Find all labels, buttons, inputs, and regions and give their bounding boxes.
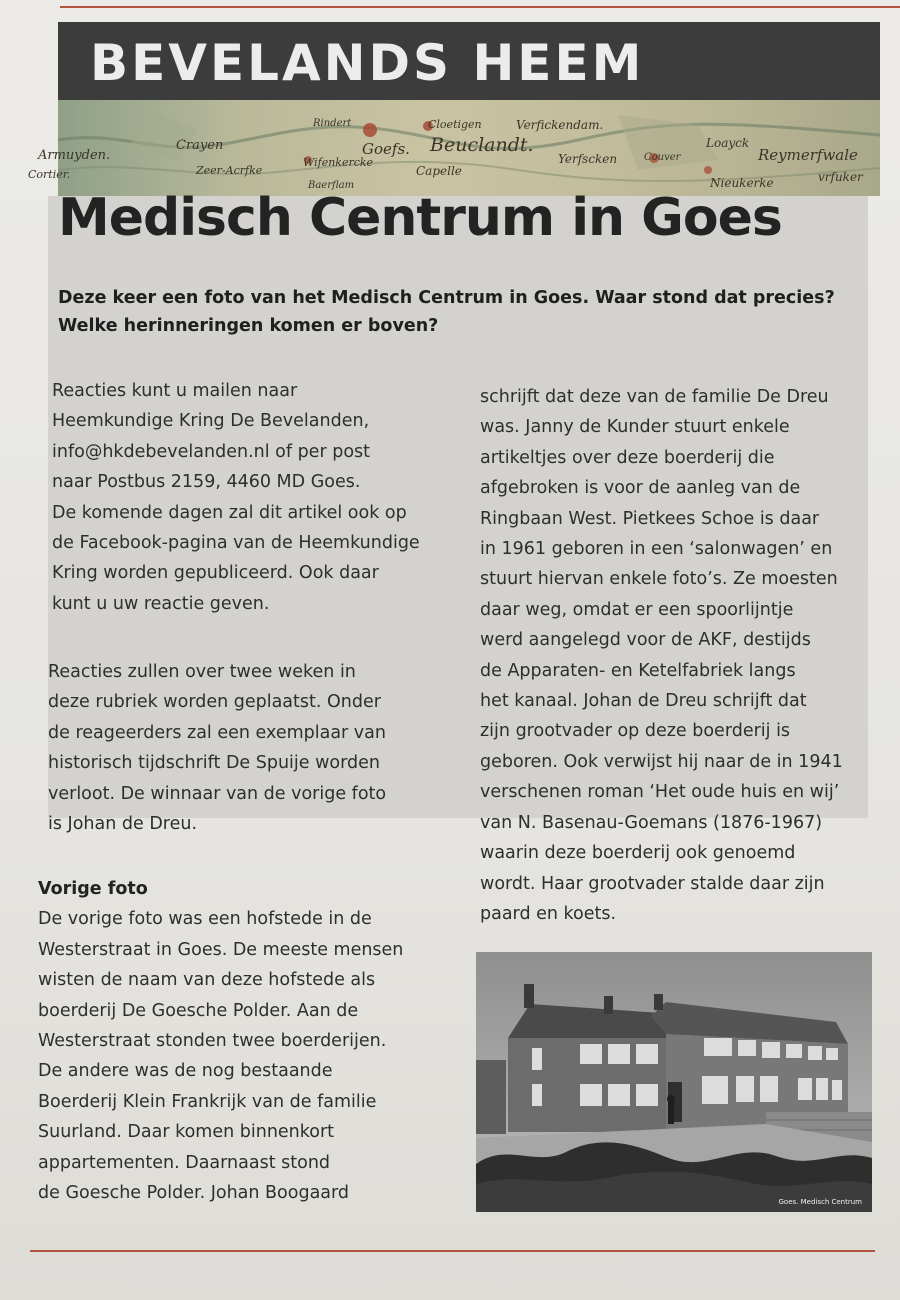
text-line: Heemkundige Kring De Bevelanden,	[52, 411, 370, 432]
text-line: de Facebook-pagina van de Heemkundige	[52, 533, 420, 554]
article-headline: Medisch Centrum in Goes	[58, 188, 782, 248]
right-column	[480, 382, 870, 929]
text-line: Reacties zullen over twee weken in	[48, 662, 356, 682]
map-label: Cortier.	[28, 168, 71, 181]
map-label: Beuclandt.	[430, 134, 534, 156]
map-label: vrfuker	[818, 170, 863, 184]
map-label: Verfickendam.	[516, 118, 604, 132]
text-line: paard en koets.	[480, 903, 617, 924]
medical-centre-building-image	[476, 952, 872, 1212]
map-label: Zeer-Acrfke	[196, 164, 263, 177]
section-subheading: Vorige foto	[38, 879, 148, 899]
text-line: was. Janny de Kunder stuurt enkele	[480, 417, 790, 438]
text-line: deze rubriek worden geplaatst. Onder	[48, 692, 381, 713]
map-label: Crayen	[176, 138, 224, 153]
text-line: Reacties kunt u mailen naar	[52, 381, 298, 401]
text-line: historisch tijdschrift De Spuije worden	[48, 753, 380, 774]
text-line: De andere was de nog bestaande	[38, 1061, 333, 1082]
left-column-block-3	[38, 874, 468, 1208]
masthead-banner	[58, 22, 880, 106]
historic-map-strip	[28, 100, 880, 196]
historic-photo	[476, 952, 872, 1212]
map-label: Yerfscken	[558, 152, 618, 166]
map-label: Loayck	[706, 136, 750, 150]
text-line: Boerderij Klein Frankrijk van de familie	[38, 1091, 377, 1112]
map-label: Nieukerke	[710, 176, 774, 190]
map-label: Baerflam	[308, 180, 355, 191]
text-line: De komende dagen zal dit artikel ook op	[52, 502, 407, 523]
text-line: stuurt hiervan enkele foto’s. Ze moesten	[480, 569, 838, 590]
top-rule	[60, 6, 900, 8]
text-line: info@hkdebevelanden.nl of per post	[52, 441, 370, 462]
map-label: Cloetigen	[428, 118, 482, 131]
map-label: Couver	[644, 152, 681, 163]
map-label: Capelle	[416, 164, 462, 178]
text-line: het kanaal. Johan de Dreu schrijft dat	[480, 691, 807, 712]
text-line: schrijft dat deze van de familie De Dreu	[480, 387, 829, 407]
text-line: Westerstraat stonden twee boerderijen.	[38, 1031, 387, 1052]
photo-caption: Goes. Medisch Centrum	[778, 1198, 862, 1206]
text-line: is Johan de Dreu.	[48, 814, 198, 835]
left-column-block-2	[48, 657, 468, 839]
bottom-rule	[30, 1250, 875, 1252]
text-line: Suurland. Daar komen binnenkort	[38, 1122, 335, 1143]
map-label: Reymerfwale	[758, 146, 858, 164]
text-line: de reageerders zal een exemplaar van	[48, 722, 386, 743]
map-label: Wifenkercke	[303, 156, 374, 169]
text-line: boerderij De Goesche Polder. Aan de	[38, 1000, 359, 1021]
text-line: Kring worden gepubliceerd. Ook daar	[52, 563, 379, 584]
map-label: Armuyden.	[38, 148, 111, 163]
text-line: werd aangelegd voor de AKF, destijds	[480, 630, 811, 651]
text-line: geboren. Ook verwijst hij naar de in 1941	[480, 751, 843, 772]
text-line: afgebroken is voor de aanleg van de	[480, 478, 801, 499]
text-line: kunt u uw reactie geven.	[52, 593, 270, 614]
text-line: verloot. De winnaar van de vorige foto	[48, 783, 387, 804]
text-line: waarin deze boerderij ook genoemd	[480, 843, 796, 864]
text-line: verschenen roman ‘Het oude huis en wij’	[480, 782, 840, 803]
text-line: de Apparaten- en Ketelfabriek langs	[480, 660, 796, 681]
text-line: zijn grootvader op deze boerderij is	[480, 721, 791, 742]
masthead-title: BEVELANDS HEEM	[90, 34, 645, 92]
text-line: appartementen. Daarnaast stond	[38, 1152, 331, 1173]
text-line: De vorige foto was een hofstede in de	[38, 909, 372, 930]
map-label: Rindert	[313, 118, 352, 129]
left-column-block-1	[52, 376, 472, 619]
text-line: van N. Basenau-Goemans (1876-1967)	[480, 812, 823, 833]
text-line: naar Postbus 2159, 4460 MD Goes.	[52, 472, 361, 493]
text-line: artikeltjes over deze boerderij die	[480, 447, 775, 468]
text-line: Westerstraat in Goes. De meeste mensen	[38, 939, 404, 960]
map-label: Goefs.	[362, 140, 410, 158]
text-line: de Goesche Polder. Johan Boogaard	[38, 1183, 350, 1204]
text-line: in 1961 geboren in een ‘salonwagen’ en	[480, 539, 833, 560]
text-line: wisten de naam van deze hofstede als	[38, 970, 376, 991]
text-line: daar weg, omdat er een spoorlijntje	[480, 599, 794, 620]
article-intro: Deze keer een foto van het Medisch Centrum in Goes. Waar stond dat precies? Welke herinneringen komen er boven?	[58, 288, 835, 336]
text-line: wordt. Haar grootvader stalde daar zijn	[480, 873, 825, 894]
text-line: Ringbaan West. Pietkees Schoe is daar	[480, 508, 820, 529]
